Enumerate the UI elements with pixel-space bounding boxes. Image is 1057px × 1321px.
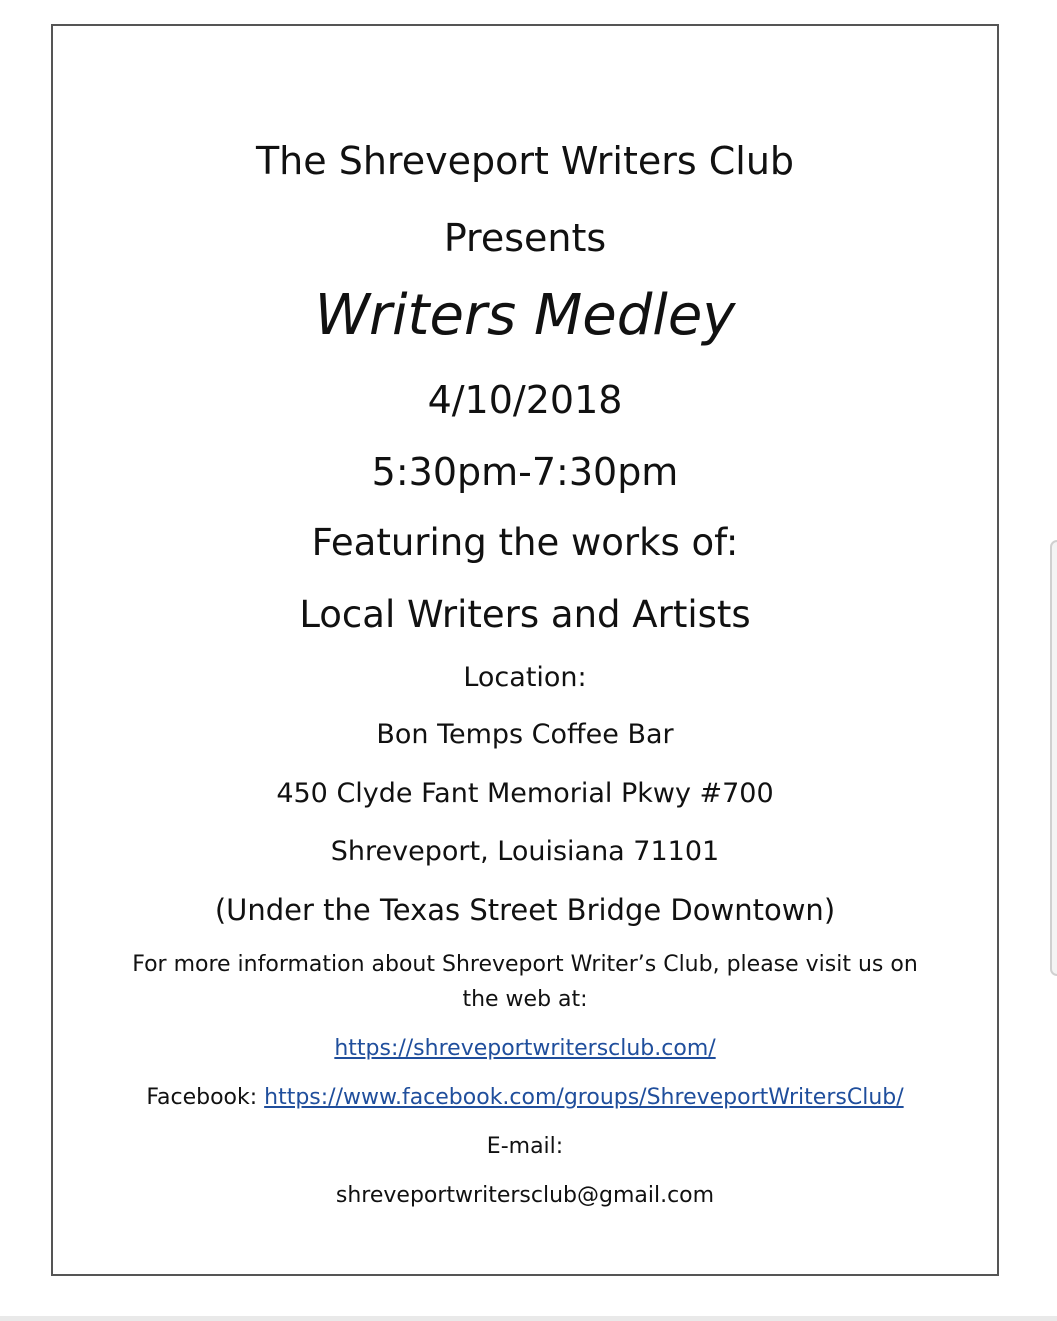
website-link[interactable]: https://shreveportwritersclub.com/ <box>334 1036 716 1061</box>
more-info-line-2: the web at: <box>462 987 588 1012</box>
venue-name: Bon Temps Coffee Bar <box>376 719 674 750</box>
organization-name: The Shreveport Writers Club <box>255 139 795 183</box>
bottom-divider <box>0 1316 1057 1321</box>
website-row <box>53 1038 997 1060</box>
featuring-text: Local Writers and Artists <box>299 593 751 636</box>
email-address: shreveportwritersclub@gmail.com <box>335 1183 715 1208</box>
email-label: E-mail: <box>486 1134 564 1159</box>
facebook-link[interactable]: https://www.facebook.com/groups/ShreveportWritersClub/ <box>264 1085 904 1110</box>
flyer-page <box>51 24 999 1276</box>
address-line-1: 450 Clyde Fant Memorial Pkwy #700 <box>276 778 774 809</box>
facebook-row <box>53 1087 997 1109</box>
scroll-edge-handle[interactable] <box>1050 540 1057 976</box>
event-date: 4/10/2018 <box>427 378 623 422</box>
featuring-label: Featuring the works of: <box>311 521 739 564</box>
event-time: 5:30pm-7:30pm <box>371 450 679 494</box>
presents-text: Presents <box>443 216 607 260</box>
facebook-label: Facebook: <box>146 1085 265 1110</box>
location-label: Location: <box>463 662 587 693</box>
location-note: (Under the Texas Street Bridge Downtown) <box>214 893 836 927</box>
event-title: Writers Medley <box>314 283 736 348</box>
address-line-2: Shreveport, Louisiana 71101 <box>330 836 720 867</box>
more-info-line-1: For more information about Shreveport Writer’s Club, please visit us on <box>132 952 918 977</box>
